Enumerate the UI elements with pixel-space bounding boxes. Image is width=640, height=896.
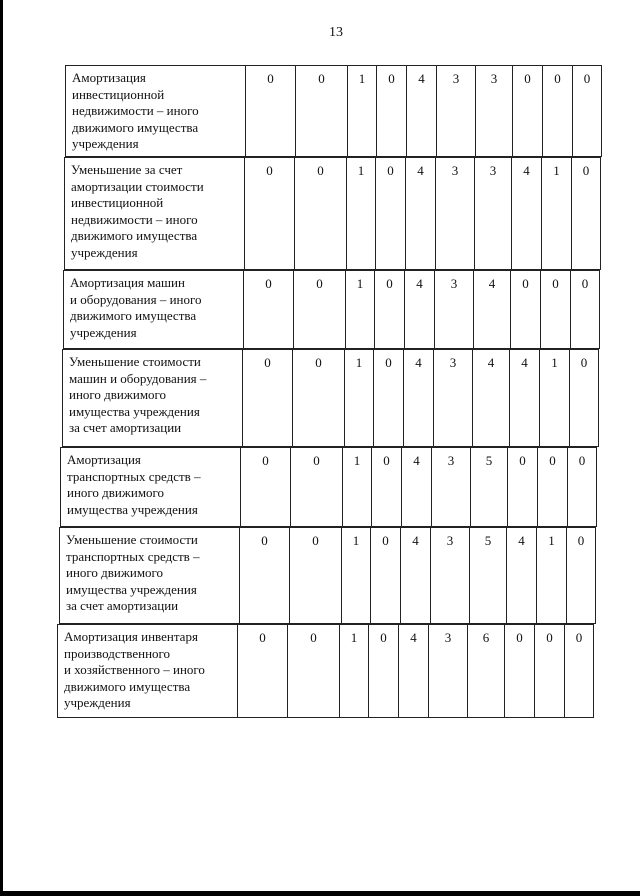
account-digit-cell: 1	[345, 270, 375, 349]
account-digit-cell: 6	[467, 624, 505, 718]
account-digit-cell: 5	[470, 447, 508, 527]
account-digit-cell: 4	[472, 349, 510, 447]
account-digit-cell: 0	[242, 349, 293, 447]
account-digit-cell: 0	[293, 270, 346, 349]
account-digit-cell: 3	[434, 270, 474, 349]
account-digit-cell: 1	[346, 157, 376, 270]
account-digit-cell: 0	[507, 447, 538, 527]
row-label: Амортизация инвестиционной недвижимости – иного движимого имущества учреждения	[65, 65, 246, 157]
row-label: Амортизация машин и оборудования – иного движимого имущества учреждения	[63, 270, 244, 349]
account-digit-cell: 4	[403, 349, 434, 447]
account-digit-cell: 4	[405, 157, 436, 270]
account-digit-cell: 0	[566, 527, 596, 624]
account-digit-cell: 5	[469, 527, 507, 624]
account-digit-cell: 3	[475, 65, 513, 157]
account-digit-cell: 0	[572, 65, 602, 157]
account-digit-cell: 0	[289, 527, 342, 624]
account-digit-cell: 0	[368, 624, 399, 718]
account-digit-cell: 0	[571, 157, 601, 270]
account-digit-cell: 0	[534, 624, 565, 718]
account-digit-cell: 0	[564, 624, 594, 718]
account-digit-cell: 3	[436, 65, 476, 157]
row-label: Амортизация транспортных средств – иного движимого имущества учреждения	[60, 447, 241, 527]
account-digit-cell: 4	[511, 157, 542, 270]
account-digit-cell: 0	[374, 270, 405, 349]
account-digit-cell: 1	[339, 624, 369, 718]
account-digit-cell: 3	[428, 624, 468, 718]
account-digit-cell: 0	[504, 624, 535, 718]
account-digit-cell: 0	[239, 527, 290, 624]
account-digit-cell: 3	[435, 157, 475, 270]
account-digit-cell: 1	[344, 349, 374, 447]
row-label: Амортизация инвентаря производственного и хозяйственного – иного движимого имущества учреждения	[57, 624, 238, 718]
account-digit-cell: 0	[370, 527, 401, 624]
account-digit-cell: 0	[537, 447, 568, 527]
account-digit-cell: 0	[570, 270, 600, 349]
account-digit-cell: 0	[290, 447, 343, 527]
account-digit-cell: 0	[244, 157, 295, 270]
account-digit-cell: 0	[295, 65, 348, 157]
account-digit-cell: 0	[376, 65, 407, 157]
row-label: Уменьшение за счет амортизации стоимости инвестиционной недвижимости – иного движимого имущества учреждения	[64, 157, 245, 270]
account-digit-cell: 0	[373, 349, 404, 447]
account-digit-cell: 4	[509, 349, 540, 447]
account-digit-cell: 0	[540, 270, 571, 349]
account-digit-cell: 0	[245, 65, 296, 157]
account-digit-cell: 0	[510, 270, 541, 349]
account-digit-cell: 1	[539, 349, 570, 447]
account-digit-cell: 3	[474, 157, 512, 270]
account-digit-cell: 4	[473, 270, 511, 349]
row-label: Уменьшение стоимости машин и оборудования – иного движимого имущества учреждения за счет амортизации	[62, 349, 243, 447]
account-digit-cell: 3	[433, 349, 473, 447]
account-digit-cell: 4	[400, 527, 431, 624]
page-number: 13	[329, 25, 343, 40]
account-digit-cell: 0	[240, 447, 291, 527]
account-digit-cell: 0	[542, 65, 573, 157]
account-digit-cell: 0	[375, 157, 406, 270]
account-digit-cell: 0	[512, 65, 543, 157]
account-digit-cell: 1	[536, 527, 567, 624]
account-digit-cell: 0	[371, 447, 402, 527]
account-digit-cell: 3	[431, 447, 471, 527]
account-digit-cell: 4	[404, 270, 435, 349]
account-digit-cell: 0	[243, 270, 294, 349]
account-digit-cell: 4	[506, 527, 537, 624]
account-digit-cell: 0	[569, 349, 599, 447]
account-digit-cell: 0	[567, 447, 597, 527]
account-digit-cell: 4	[398, 624, 429, 718]
account-digit-cell: 1	[341, 527, 371, 624]
account-digit-cell: 1	[342, 447, 372, 527]
account-digit-cell: 1	[347, 65, 377, 157]
account-digit-cell: 0	[294, 157, 347, 270]
account-digit-cell: 0	[237, 624, 288, 718]
account-digit-cell: 1	[541, 157, 572, 270]
account-digit-cell: 3	[430, 527, 470, 624]
account-digit-cell: 4	[401, 447, 432, 527]
account-digit-cell: 0	[292, 349, 345, 447]
row-label: Уменьшение стоимости транспортных средств – иного движимого имущества учреждения за счет амортизации	[59, 527, 240, 624]
account-digit-cell: 0	[287, 624, 340, 718]
account-digit-cell: 4	[406, 65, 437, 157]
